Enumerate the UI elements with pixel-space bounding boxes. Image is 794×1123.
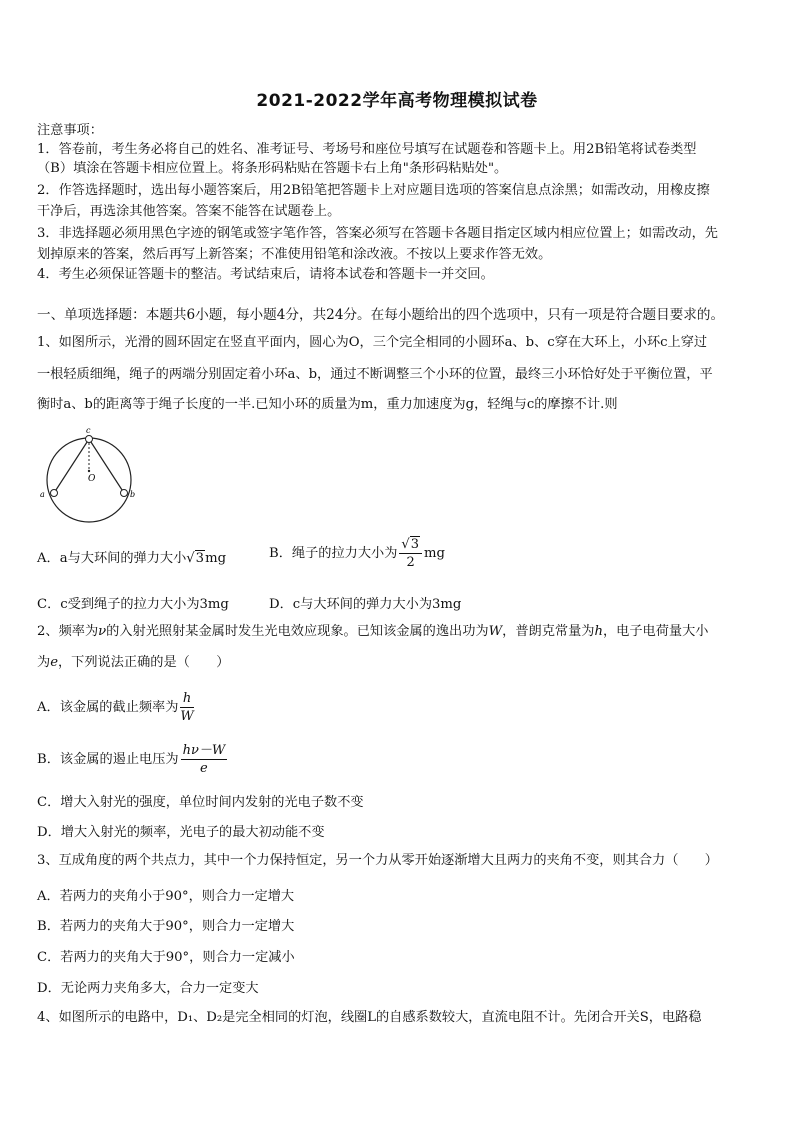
q3-stem: 3、互成角度的两个共点力，其中一个力保持恒定，另一个力从零开始逐渐增大且两力的夹角不变，则其合力（ ） bbox=[37, 853, 718, 868]
q2-option-c[interactable]: C．增大入射光的强度，单位时间内发射的光电子数不变 bbox=[37, 795, 364, 810]
q3-option-b[interactable]: B．若两力的夹角大于90°，则合力一定增大 bbox=[37, 919, 295, 934]
notice-item: 2．作答选择题时，选出每小题答案后，用2B铅笔把答题卡上对应题目选项的答案信息点涂黑；如需改动，用橡皮擦 bbox=[37, 183, 710, 198]
label-a: a bbox=[40, 490, 45, 499]
fraction: $\frac{h\nu-W}{e}$ bbox=[182, 743, 226, 776]
q1-ring-figure bbox=[38, 425, 138, 530]
q3-option-d[interactable]: D．无论两力夹角多大，合力一定变大 bbox=[37, 981, 259, 996]
q1-stem-line: 衡时a、b的距离等于绳子长度的一半.已知小环的质量为m，重力加速度为g，轻绳与c的摩擦不计.则 bbox=[37, 397, 618, 412]
q1-stem-line: 1、如图所示，光滑的圆环固定在竖直平面内，圆心为O，三个完全相同的小圆环a、b、c穿在大环上，小环c上穿过 bbox=[37, 335, 708, 350]
fraction: $\frac{√3}{2}$ bbox=[399, 536, 422, 571]
q2-stem-line: 为e，下列说法正确的是（ ） bbox=[37, 655, 230, 670]
label-o: O bbox=[88, 474, 96, 484]
q2-option-a[interactable]: A．该金属的截止频率为 $\frac{h}{W}$ bbox=[37, 691, 194, 724]
label-c: c bbox=[86, 426, 91, 435]
ring-b bbox=[121, 490, 128, 497]
exam-title: 2021-2022学年高考物理模拟试卷 bbox=[256, 91, 538, 111]
notice-item: （B）填涂在答题卡相应位置上。将条形码粘贴在答题卡右上角"条形码粘贴处"。 bbox=[37, 161, 508, 176]
center-dot bbox=[88, 470, 90, 472]
q4-stem: 4、如图所示的电路中，D₁、D₂是完全相同的灯泡，线圈L的自感系数较大，直流电阻不计。先闭合开关S，电路稳 bbox=[37, 1010, 702, 1025]
notice-item: 1．答卷前，考生务必将自己的姓名、准考证号、考场号和座位号填写在试题卷和答题卡上。用2B铅笔将试卷类型 bbox=[37, 142, 697, 157]
sqrt-expression: √3 bbox=[186, 551, 205, 566]
q1-option-b[interactable]: B．绳子的拉力大小为 $\frac{√3}{2}$ mg bbox=[269, 537, 445, 570]
q1-option-c[interactable]: C．c受到绳子的拉力大小为3mg bbox=[37, 597, 229, 612]
q3-option-a[interactable]: A．若两力的夹角小于90°，则合力一定增大 bbox=[37, 889, 295, 904]
ring-a bbox=[51, 490, 58, 497]
q2-option-d[interactable]: D．增大入射光的频率，光电子的最大初动能不变 bbox=[37, 825, 325, 840]
notice-item: 4．考生必须保证答题卡的整洁。考试结束后，请将本试卷和答题卡一并交回。 bbox=[37, 267, 494, 282]
notice-item: 3．非选择题必须用黑色字迹的钢笔或签字笔作答，答案必须写在答题卡各题目指定区域内相应位置上；如需改动，先 bbox=[37, 226, 718, 241]
q2-stem-line: 2、频率为ν的入射光照射某金属时发生光电效应现象。已知该金属的逸出功为W，普朗克常量为h，电子电荷量大小 bbox=[37, 624, 709, 639]
q1-option-d[interactable]: D．c与大环间的弹力大小为3mg bbox=[269, 597, 462, 612]
ring-c bbox=[86, 436, 93, 443]
notice-heading: 注意事项： bbox=[37, 123, 103, 138]
q1-option-a[interactable]: A．a与大环间的弹力大小√3mg bbox=[37, 551, 227, 566]
notice-item: 划掉原来的答案，然后再写上新答案；不准使用铅笔和涂改液。不按以上要求作答无效。 bbox=[37, 247, 552, 262]
fraction: $\frac{h}{W}$ bbox=[180, 691, 194, 724]
label-b: b bbox=[130, 490, 136, 499]
rope-right bbox=[89, 439, 124, 493]
q1-stem-line: 一根轻质细绳，绳子的两端分别固定着小环a、b，通过不断调整三个小环的位置，最终三小环恰好处于平衡位置，平 bbox=[37, 367, 713, 382]
q3-option-c[interactable]: C．若两力的夹角大于90°，则合力一定减小 bbox=[37, 950, 295, 965]
section-heading: 一、单项选择题：本题共6小题，每小题4分，共24分。在每小题给出的四个选项中，只有一项是符合题目要求的。 bbox=[37, 307, 725, 323]
rope-left bbox=[54, 439, 89, 493]
q2-option-b[interactable]: B．该金属的遏止电压为 $\frac{h\nu-W}{e}$ bbox=[37, 743, 226, 776]
notice-item: 干净后，再选涂其他答案。答案不能答在试题卷上。 bbox=[37, 204, 341, 219]
